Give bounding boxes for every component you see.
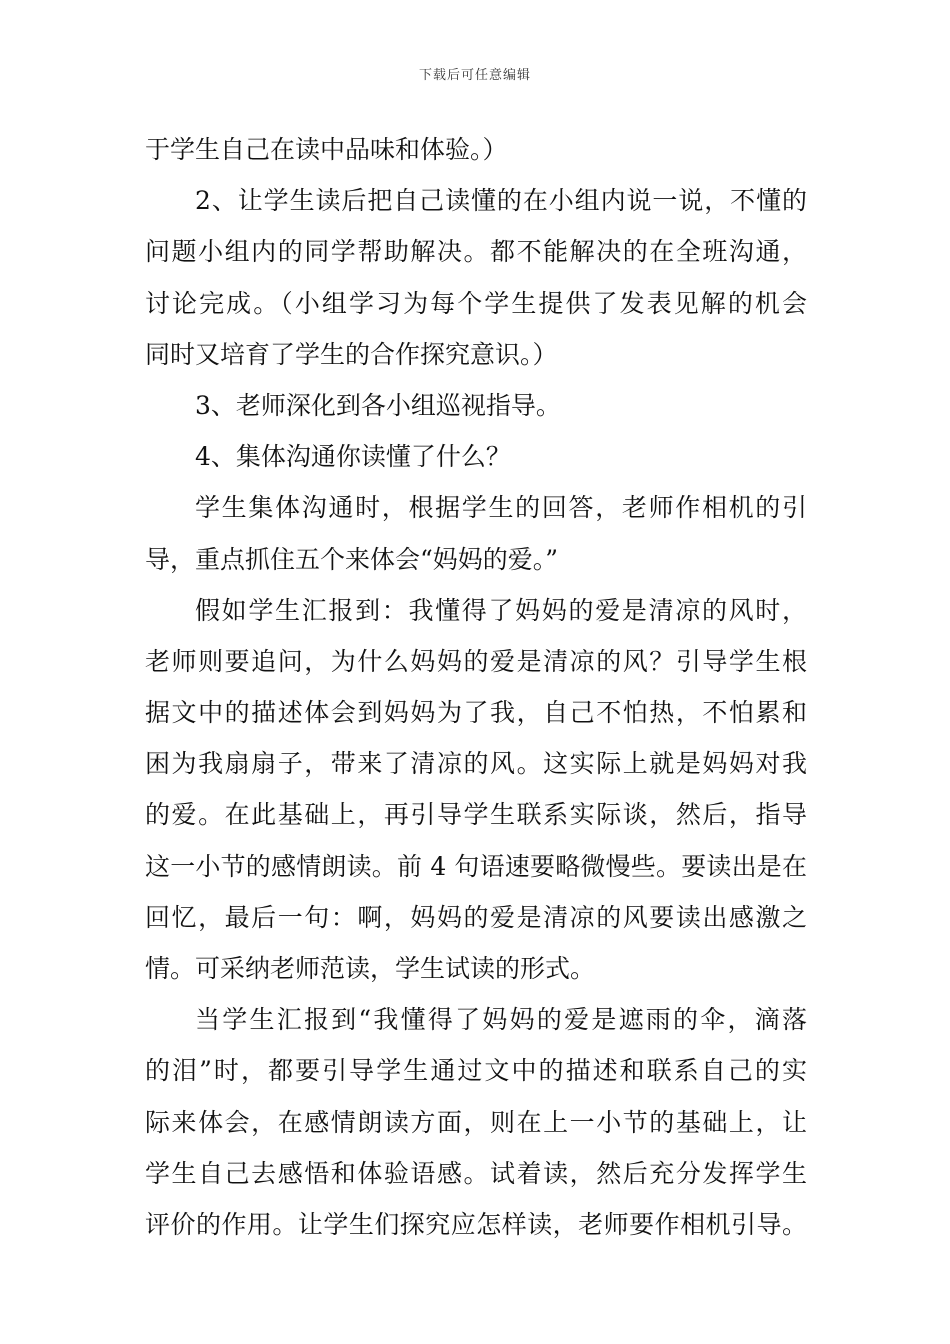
text-line: 情。可采纳老师范读，学生试读的形式。 [145,954,596,983]
text-line: 当学生汇报到“我懂得了妈妈的爱是遮雨的伞，滴落 [195,1005,807,1035]
page-header: 下载后可任意编辑 [418,68,531,83]
text-line: 导，重点抓住五个来体会“妈妈的爱。” [145,544,559,574]
text-line: 的爱。在此基础上，再引导学生联系实际谈，然后，指导 [145,800,807,830]
text-line: 假如学生汇报到：我懂得了妈妈的爱是清凉的风时， [195,595,807,625]
text-line: 讨论完成。（小组学习为每个学生提供了发表见解的机会 [145,288,807,318]
text-line: 的泪”时，都要引导学生通过文中的描述和联系自己的实 [145,1056,807,1086]
text-line: 回忆，最后一句：啊，妈妈的爱是清凉的风要读出感激之 [145,902,807,932]
text-line: 同时又培育了学生的合作探究意识。） [145,339,558,369]
text-line: 学生自己去感悟和体验语感。试着读，然后充分发挥学生 [145,1158,807,1188]
text-line: 3、老师深化到各小组巡视指导。 [195,390,561,420]
text-line: 据文中的描述体会到妈妈为了我，自己不怕热，不怕累和 [145,698,807,728]
text-line: 学生集体沟通时，根据学生的回答，老师作相机的引 [195,493,807,523]
text-line: 这一小节的感情朗读。前 4 句语速要略微慢些。要读出是在 [145,851,807,881]
document-body [145,124,807,1250]
text-line: 老师则要追问，为什么妈妈的爱是清凉的风？引导学生根 [145,646,807,676]
text-line: 4、集体沟通你读懂了什么？ [195,442,511,472]
text-line: 问题小组内的同学帮助解决。都不能解决的在全班沟通， [145,237,807,267]
text-line: 困为我扇扇子，带来了清凉的风。这实际上就是妈妈对我 [145,749,807,779]
text-line: 2、让学生读后把自己读懂的在小组内说一说，不懂的 [195,186,807,216]
text-line: 际来体会，在感情朗读方面，则在上一小节的基础上，让 [145,1107,807,1137]
text-line: 于学生自己在读中品味和体验。） [145,135,508,164]
text-line: 评价的作用。让学生们探究应怎样读，老师要作相机引导。 [145,1209,807,1239]
